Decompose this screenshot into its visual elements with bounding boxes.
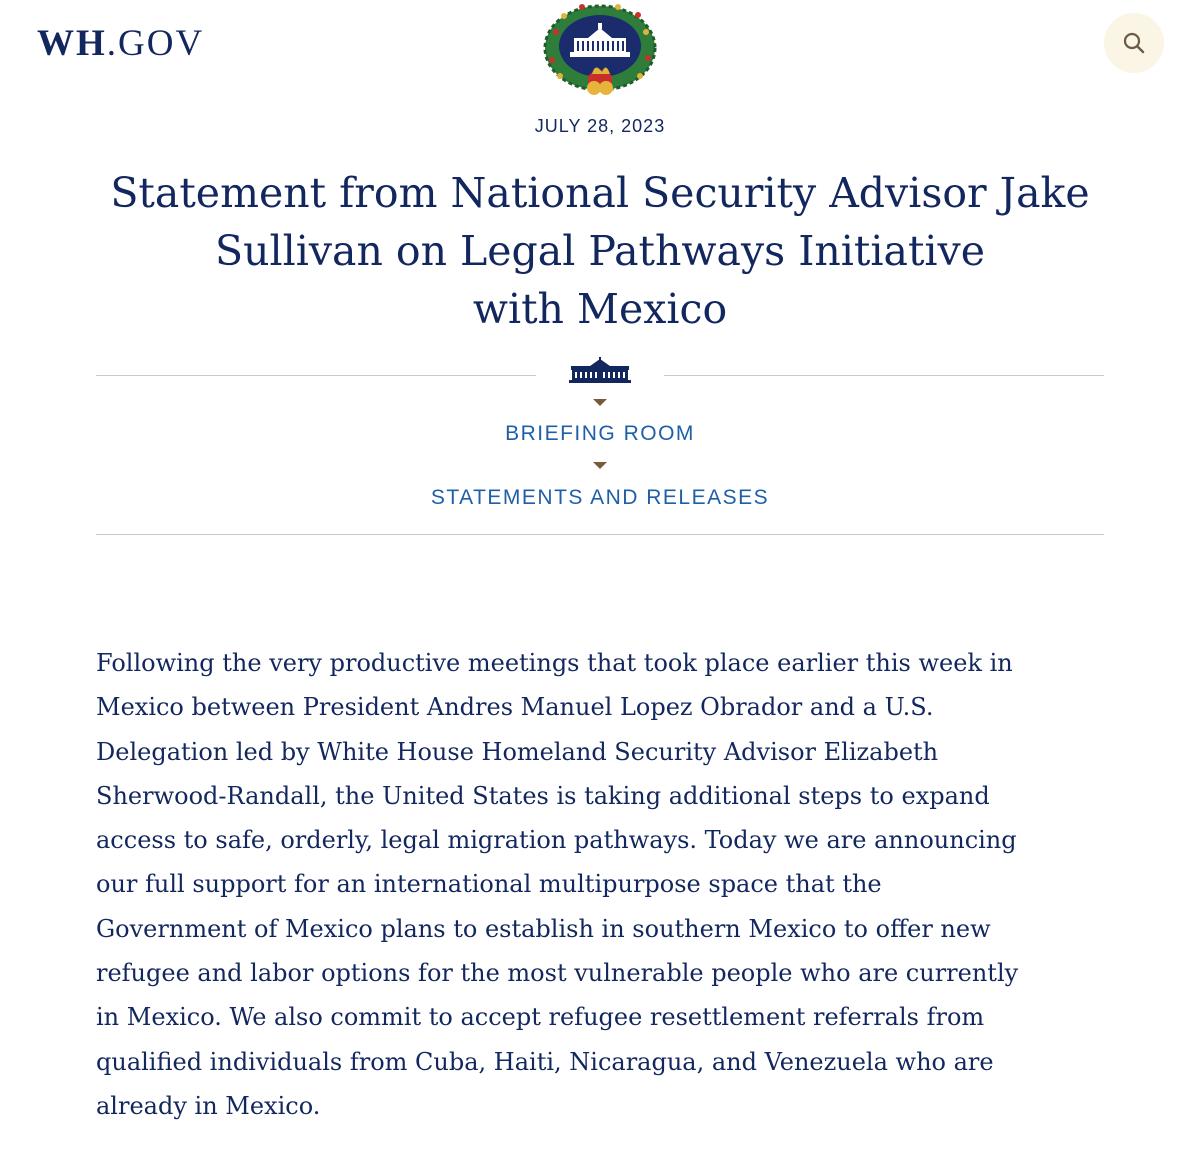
body-line: Delegation led by White House Homeland Security Advisor Elizabeth [96, 737, 939, 766]
article-body [96, 641, 1096, 1128]
divider-line [664, 375, 1104, 376]
title-line: Statement from National Security Advisor Jake [110, 169, 1090, 217]
divider-line [96, 375, 536, 376]
search-icon [1122, 31, 1146, 55]
body-line: Sherwood-Randall, the United States is taking additional steps to expand [96, 781, 990, 810]
body-line: already in Mexico. [96, 1091, 321, 1120]
body-line: Mexico between President Andres Manuel Lopez Obrador and a U.S. [96, 693, 934, 722]
breadcrumb-briefing-room[interactable]: BRIEFING ROOM [505, 422, 695, 445]
publish-date: JULY 28, 2023 [534, 116, 666, 136]
body-line: in Mexico. We also commit to accept refugee resettlement referrals from [96, 1003, 985, 1032]
site-header [0, 0, 1200, 100]
title-line: Sullivan on Legal Pathways Initiative [215, 227, 985, 275]
page-title [80, 164, 1120, 338]
divider-line [96, 534, 1104, 535]
white-house-holiday-wreath-icon[interactable] [542, 2, 658, 98]
breadcrumb-statements-and-releases[interactable]: STATEMENTS AND RELEASES [430, 486, 770, 509]
body-line: our full support for an international multipurpose space that the [96, 870, 882, 899]
body-line: Following the very productive meetings that took place earlier this week in [96, 649, 1013, 677]
chevron-down-icon [593, 399, 607, 406]
logo-rest: .GOV [106, 23, 205, 64]
search-button[interactable] [1104, 13, 1164, 73]
logo-bold: WH [37, 23, 107, 64]
body-line: access to safe, orderly, legal migration pathways. Today we are announcing [96, 826, 1017, 855]
body-line: Government of Mexico plans to establish in southern Mexico to offer new [96, 914, 991, 943]
body-line: refugee and labor options for the most vulnerable people who are currently [96, 959, 1019, 988]
title-line: with Mexico [472, 285, 728, 333]
site-logo-link[interactable] [37, 22, 204, 66]
body-line: qualified individuals from Cuba, Haiti, Nicaragua, and Venezuela who are [96, 1047, 994, 1076]
chevron-down-icon [593, 462, 607, 469]
white-house-icon [569, 357, 631, 389]
